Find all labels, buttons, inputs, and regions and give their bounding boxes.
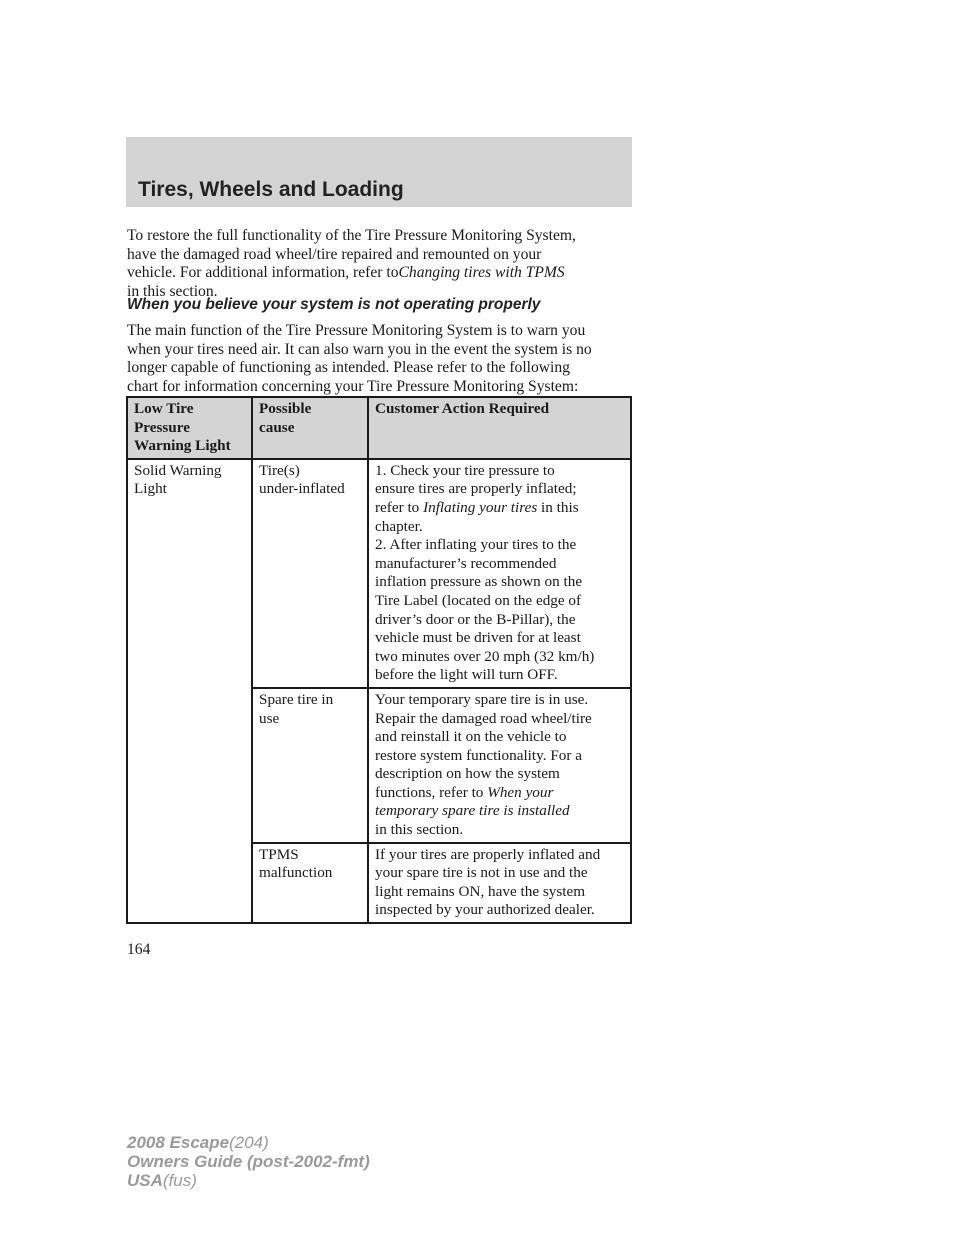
section-title: Tires, Wheels and Loading — [138, 178, 404, 201]
intro-line: have the damaged road wheel/tire repaired and remounted on your — [127, 245, 542, 263]
table-header-row — [127, 397, 631, 459]
main-line: when your tires need air. It can also warn you in the event the system is no — [127, 340, 592, 358]
cell-text: 2. After inflating your tires to the — [375, 536, 577, 554]
cell-text: restore system functionality. For a — [375, 746, 582, 764]
intro-line — [127, 264, 637, 283]
cell-text: Tire Label (located on the edge of — [375, 591, 582, 609]
footer-market: USA — [127, 1171, 163, 1190]
cell-text: two minutes over 20 mph (32 km/h) — [375, 647, 595, 665]
header-text: Warning Light — [134, 437, 231, 455]
page-number: 164 — [127, 941, 151, 958]
footer-line — [127, 1171, 370, 1190]
subheading: When you believe your system is not operating properly — [127, 296, 541, 313]
cell-light — [127, 459, 252, 923]
cell-cause — [252, 459, 368, 688]
main-line: The main function of the Tire Pressure Monitoring System is to warn you — [127, 322, 586, 339]
cell-text: under-inflated — [259, 480, 345, 498]
cell-text: your spare tire is not in use and the — [375, 864, 588, 882]
header-text: Possible — [259, 400, 312, 417]
header-light — [127, 397, 252, 459]
main-paragraph — [127, 322, 637, 396]
footer-code: (fus) — [162, 1171, 197, 1190]
cell-text: Spare tire in — [259, 690, 334, 708]
footer-model: 2008 Escape — [127, 1133, 230, 1152]
cell-action — [368, 843, 631, 923]
document-footer — [127, 1133, 370, 1190]
intro-paragraph — [127, 227, 637, 301]
header-text: Pressure — [134, 418, 190, 436]
cross-reference-link[interactable]: When your — [487, 783, 554, 801]
table-row — [127, 459, 631, 688]
cell-text: driver’s door or the B-Pillar), the — [375, 610, 576, 628]
cell-text: TPMS — [259, 845, 299, 863]
cell-text: manufacturer’s recommended — [375, 554, 557, 572]
cross-reference-link[interactable]: Changing tires with TPMS — [398, 264, 565, 282]
cell-cause — [252, 843, 368, 923]
main-line: chart for information concerning your Tire Pressure Monitoring System: — [127, 377, 579, 395]
cell-text: inflation pressure as shown on the — [375, 573, 583, 591]
cell-text: inspected by your authorized dealer. — [375, 901, 595, 919]
header-action: Customer Action Required — [368, 397, 631, 459]
footer-line — [127, 1133, 370, 1152]
cell-action — [368, 688, 631, 843]
cell-text: description on how the system — [375, 765, 560, 783]
tpms-chart-table — [126, 396, 632, 924]
cell-text: and reinstall it on the vehicle to — [375, 728, 567, 746]
footer-line — [127, 1152, 370, 1171]
cell-text: in this — [537, 498, 579, 516]
header-text: cause — [259, 418, 295, 436]
footer-code: (204) — [229, 1133, 269, 1152]
cell-text — [375, 499, 626, 518]
intro-text: vehicle. For additional information, refer to — [127, 264, 399, 282]
cell-text: 1. Check your tire pressure to — [375, 461, 555, 479]
cell-text — [375, 784, 626, 803]
cell-text: ensure tires are properly inflated; — [375, 480, 577, 498]
cell-text: before the light will turn OFF. — [375, 666, 558, 684]
cell-text: If your tires are properly inflated and — [375, 845, 601, 863]
cell-text: Your temporary spare tire is in use. — [375, 690, 589, 708]
footer-guide: Owners Guide (post-2002-fmt) — [127, 1152, 370, 1171]
cell-text: vehicle must be driven for at least — [375, 629, 581, 647]
cell-text: refer to — [375, 498, 424, 516]
main-line: longer capable of functioning as intended. Please refer to the following — [127, 359, 570, 377]
cross-reference-link[interactable]: temporary spare tire is installed — [375, 802, 570, 820]
cross-reference-link[interactable]: Inflating your tires — [423, 498, 538, 516]
intro-line: To restore the full functionality of the Tire Pressure Monitoring System, — [127, 227, 576, 244]
cell-text: functions, refer to — [375, 783, 488, 801]
cell-text: light remains ON, have the system — [375, 882, 586, 900]
cell-text: Solid Warning — [134, 461, 222, 479]
cell-text: use — [259, 709, 280, 727]
cell-text: in this section. — [375, 821, 464, 839]
cell-cause — [252, 688, 368, 843]
header-cause — [252, 397, 368, 459]
header-text: Low Tire — [134, 400, 194, 417]
cell-text: chapter. — [375, 517, 423, 535]
cell-text: Repair the damaged road wheel/tire — [375, 709, 592, 727]
cell-action — [368, 459, 631, 688]
cell-text: malfunction — [259, 864, 333, 882]
cell-text: Tire(s) — [259, 461, 300, 479]
intro-line: in this section. — [127, 282, 218, 300]
cell-text: Light — [134, 480, 167, 498]
